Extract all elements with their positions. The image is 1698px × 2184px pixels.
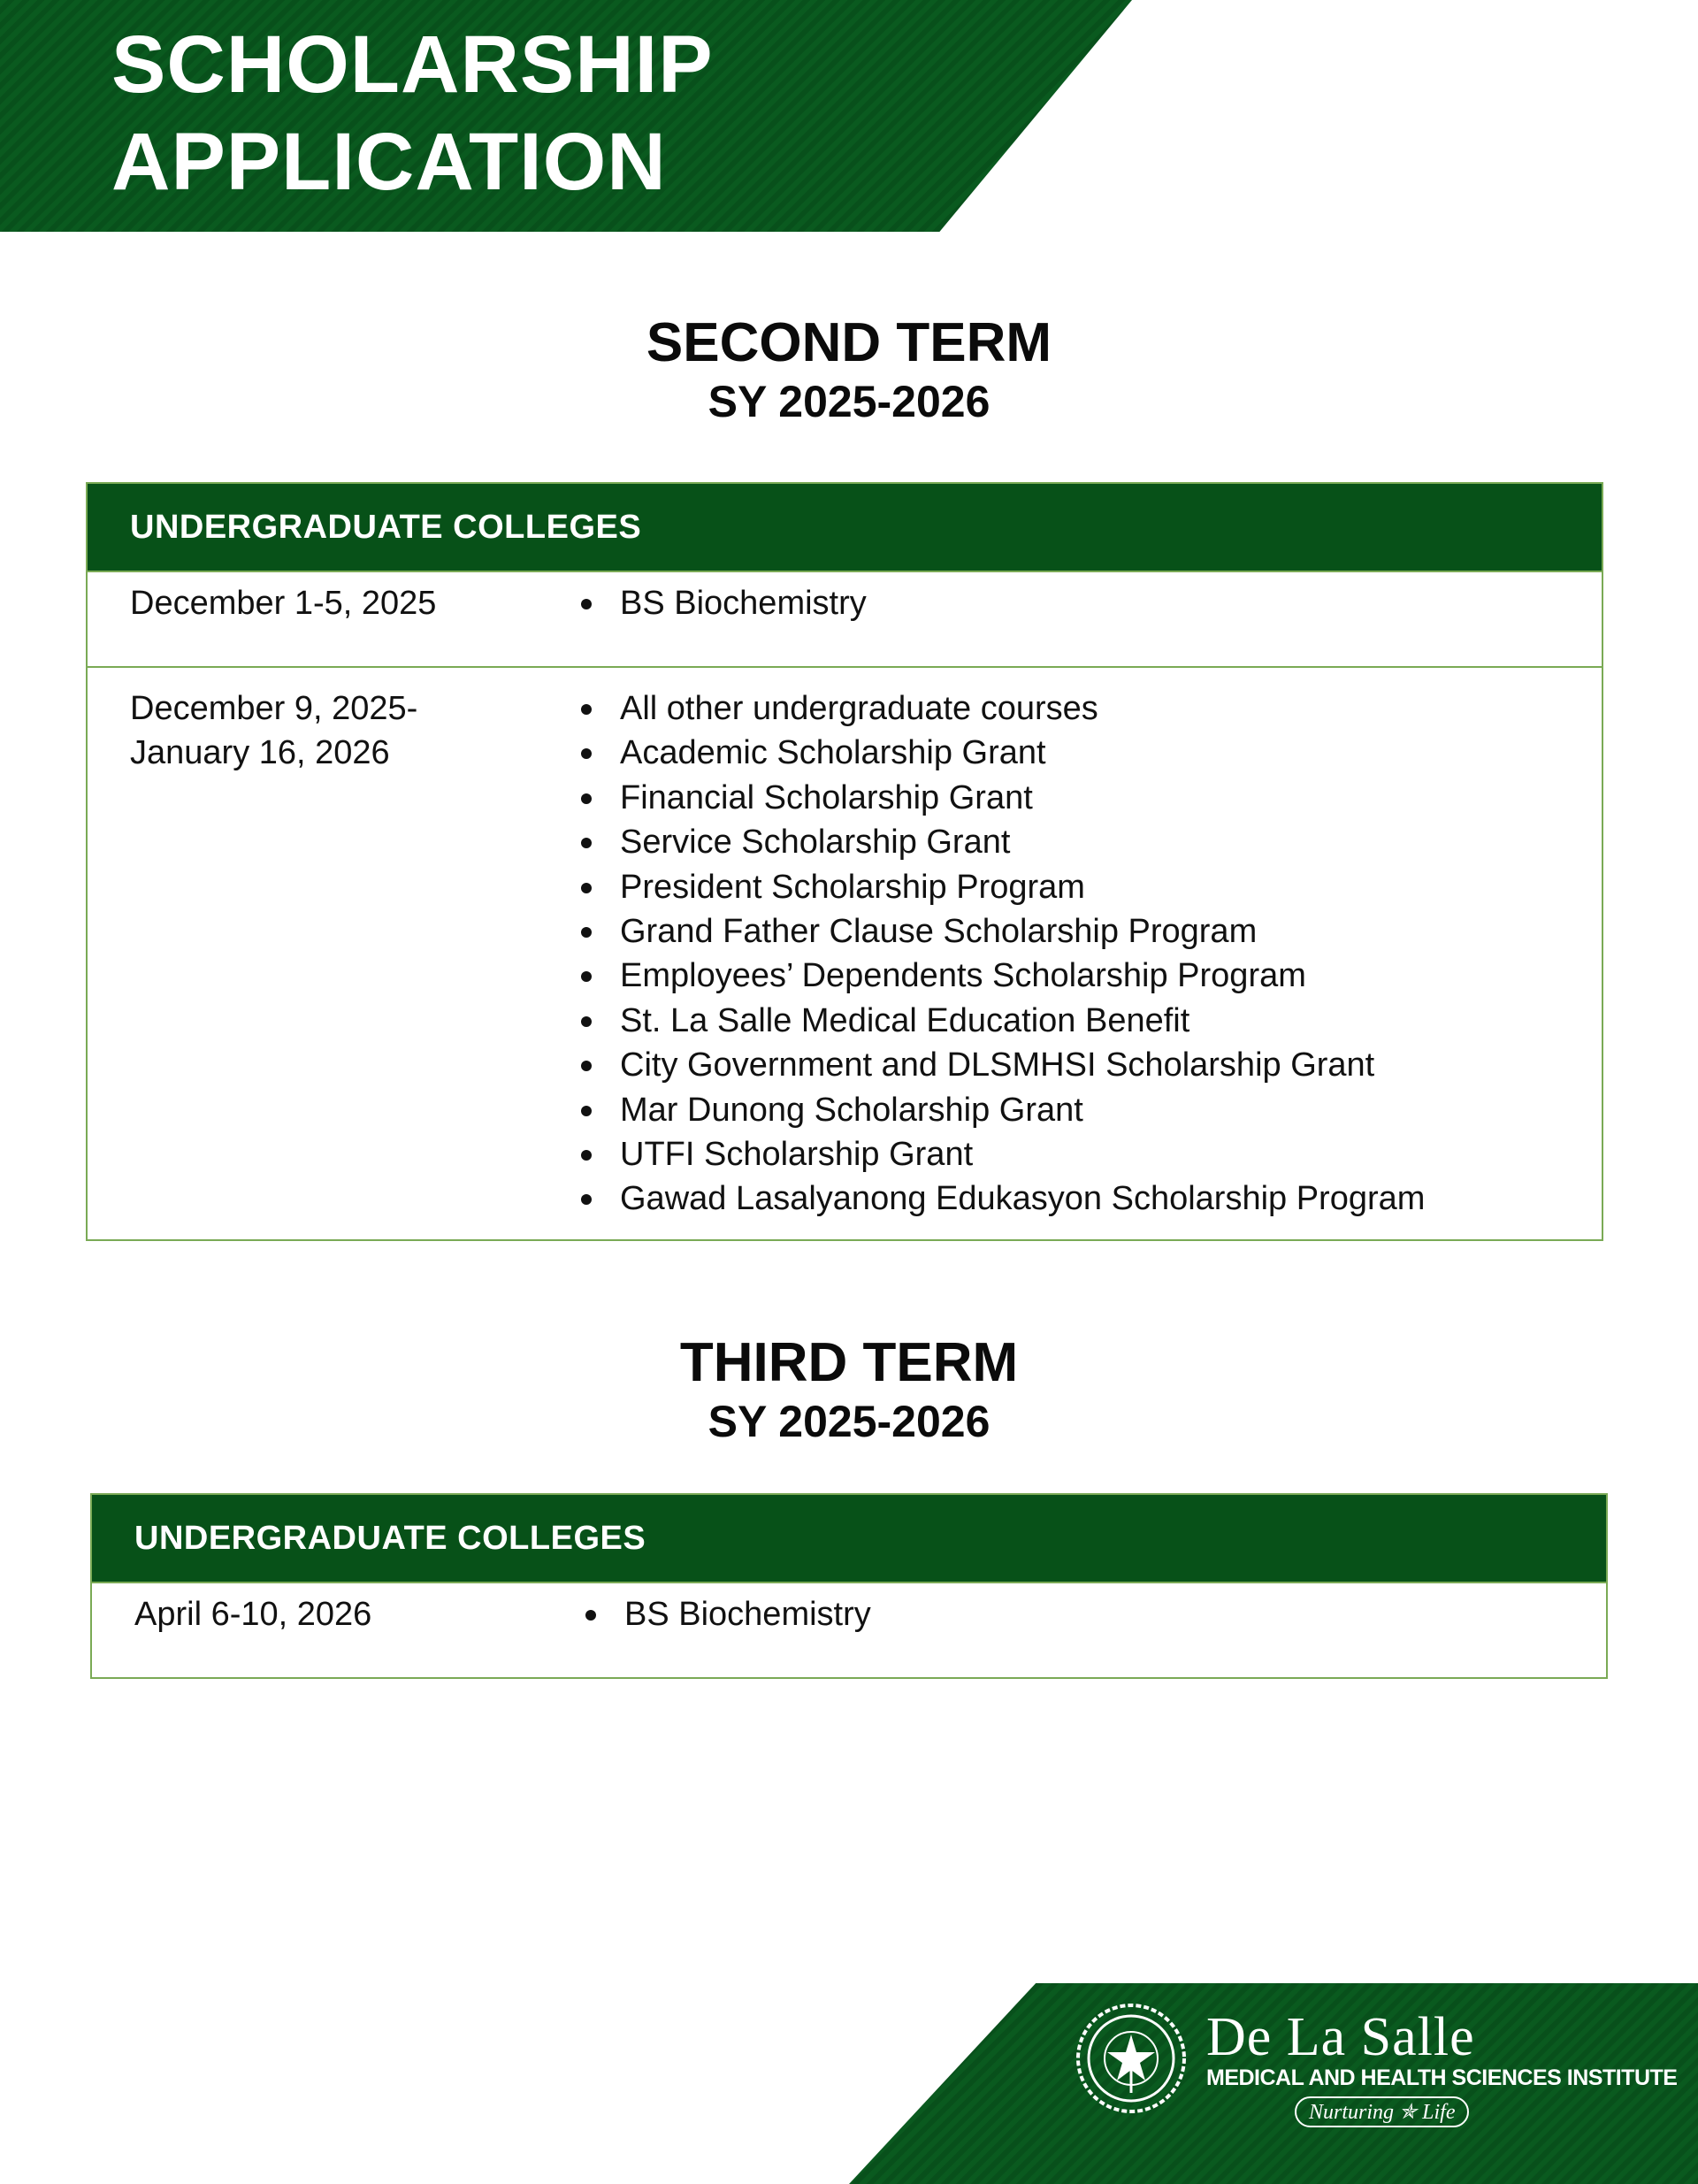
schedule-date (92, 1592, 578, 1677)
list-item: All other undergraduate courses (574, 686, 1602, 731)
list-item: Service Scholarship Grant (574, 820, 1602, 864)
schedule-date-line1: December 9, 2025- (130, 690, 418, 727)
list-item: Gawad Lasalyanong Edukasyon Scholarship Program (574, 1176, 1602, 1221)
schedule-date-line2: January 16, 2026 (130, 734, 390, 771)
list-item: Academic Scholarship Grant (574, 731, 1602, 775)
institute-subtitle: MEDICAL AND HEALTH SCIENCES INSTITUTE (1206, 2065, 1678, 2090)
program-list (578, 1592, 1606, 1677)
list-item: UTFI Scholarship Grant (574, 1132, 1602, 1176)
page-title (111, 16, 714, 211)
second-term-heading (0, 311, 1698, 428)
list-item: Grand Father Clause Scholarship Program (574, 909, 1602, 954)
program-list (574, 581, 1602, 666)
schedule-date (88, 581, 574, 666)
institute-logo-text (1206, 2007, 1678, 2091)
table-row (88, 666, 1602, 1239)
third-term-schedule-table (90, 1493, 1608, 1679)
third-term-table-header: UNDERGRADUATE COLLEGES (92, 1495, 1606, 1582)
list-item: Financial Scholarship Grant (574, 776, 1602, 820)
list-item: City Government and DLSMHSI Scholarship Grant (574, 1043, 1602, 1087)
table-row (92, 1582, 1606, 1677)
page-title-line2: APPLICATION (111, 117, 667, 207)
schedule-date-line1: April 6-10, 2026 (134, 1596, 372, 1633)
schedule-date-line1: December 1-5, 2025 (130, 585, 437, 622)
second-term-title: SECOND TERM (646, 312, 1052, 373)
list-item: BS Biochemistry (578, 1592, 1606, 1636)
third-term-title: THIRD TERM (679, 1332, 1019, 1393)
second-term-schedule-table (86, 482, 1603, 1241)
institute-tagline: Nurturing ✯ Life (1295, 2096, 1469, 2127)
second-term-table-header: UNDERGRADUATE COLLEGES (88, 484, 1602, 571)
second-term-school-year: SY 2025-2026 (708, 377, 990, 426)
program-list (574, 686, 1602, 1239)
third-term-heading (0, 1331, 1698, 1448)
page-title-line1: SCHOLARSHIP (111, 19, 714, 110)
table-row (88, 571, 1602, 666)
list-item: Employees’ Dependents Scholarship Program (574, 954, 1602, 998)
schedule-date (88, 686, 574, 1239)
institute-name: De La Salle (1206, 2007, 1475, 2067)
list-item: Mar Dunong Scholarship Grant (574, 1088, 1602, 1132)
list-item: BS Biochemistry (574, 581, 1602, 625)
list-item: President Scholarship Program (574, 865, 1602, 909)
institute-seal-icon (1074, 2001, 1189, 2116)
list-item: St. La Salle Medical Education Benefit (574, 999, 1602, 1043)
third-term-school-year: SY 2025-2026 (708, 1397, 990, 1446)
